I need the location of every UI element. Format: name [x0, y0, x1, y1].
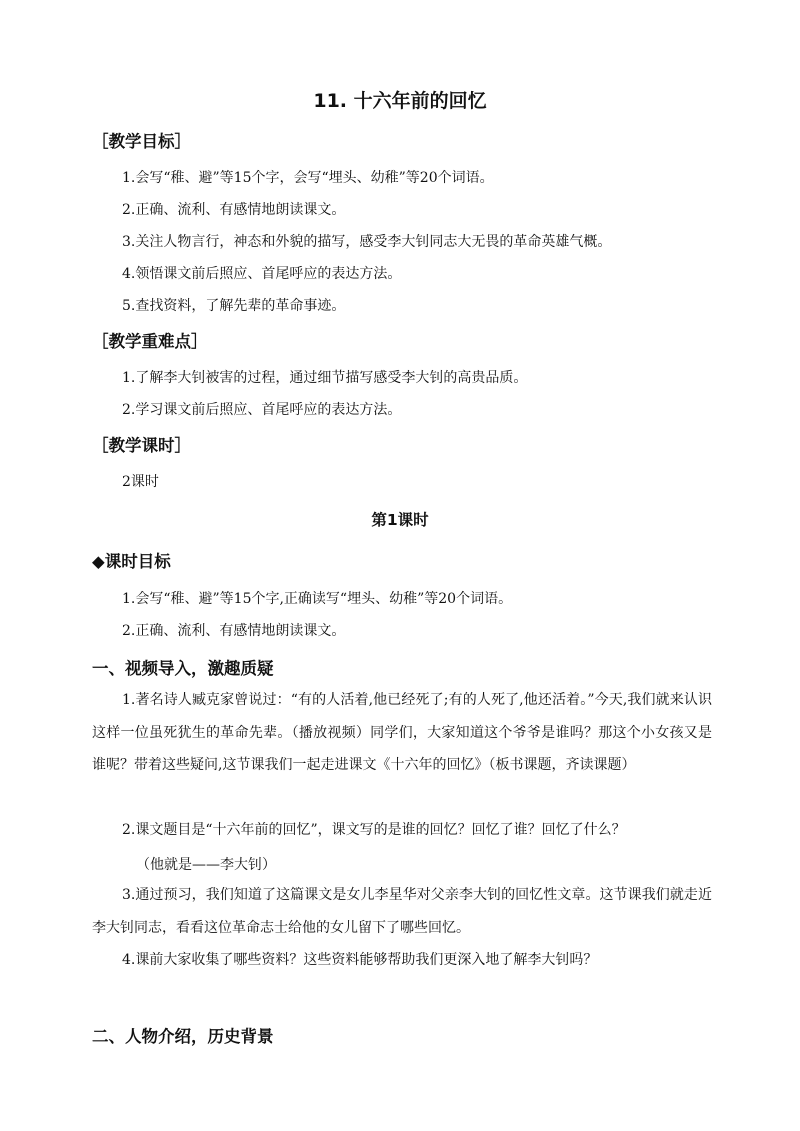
part2-heading: 二、人物介绍，历史背景: [92, 1027, 274, 1046]
part1-paragraph-1-text: 1.著名诗人臧克家曾说过：“有的人活着,他已经死了;有的人死了,他还活着。”今天,我们就来认识这样一位虽死犹生的革命先辈。（播放视频）同学们，大家知道这个爷爷是谁吗？那这个小女孩又是谁呢？带着这些疑问,这节课我们一起走进课文《十六年的回忆》（板书课题，齐读课题）: [92, 692, 712, 773]
part1-paragraph-3-text: 3.通过预习，我们知道了这篇课文是女儿李星华对父亲李大钊的回忆性文章。这节课我们就走近李大钊同志，看看这位革命志士给他的女儿留下了哪些回忆。: [92, 887, 712, 936]
part1-paragraph-4: [92, 944, 712, 977]
part1-paragraph-1: [92, 684, 712, 782]
periods-value: 2课时: [122, 474, 159, 490]
objective-item-4: 4.领悟课文前后照应、首尾呼应的表达方法。: [122, 266, 402, 282]
part1-paragraph-2-answer: （他就是——李大钊）: [136, 857, 276, 873]
part1-heading: 一、视频导入，激趣质疑: [92, 659, 274, 678]
lesson-goal-item-1: 1.会写“稚、避”等15个字,正确读写“埋头、幼稚”等20个词语。: [122, 591, 513, 607]
objective-item-3: 3.关注人物言行，神态和外貌的描写，感受李大钊同志大无畏的革命英雄气概。: [122, 234, 612, 250]
key-points-heading: ［教学重难点］: [92, 332, 208, 351]
page-title: 11. 十六年前的回忆: [313, 90, 487, 112]
part1-paragraph-3: [92, 879, 712, 944]
objectives-heading: ［教学目标］: [92, 132, 191, 151]
part1-paragraph-2-text: 2.课文题目是“十六年前的回忆”，课文写的是谁的回忆？回忆了谁？回忆了什么？: [122, 822, 626, 838]
part1-paragraph-4-text: 4.课前大家收集了哪些资料？这些资料能够帮助我们更深入地了解李大钊吗？: [122, 952, 598, 968]
part1-paragraph-2: [92, 814, 712, 847]
periods-heading: ［教学课时］: [92, 436, 191, 455]
lesson-goal-item-2: 2.正确、流利、有感情地朗读课文。: [122, 623, 346, 639]
objective-item-5: 5.查找资料，了解先辈的革命事迹。: [122, 298, 346, 314]
lesson-heading: 第1课时: [371, 511, 429, 529]
objective-item-2: 2.正确、流利、有感情地朗读课文。: [122, 202, 346, 218]
key-point-item-1: 1.了解李大钊被害的过程，通过细节描写感受李大钊的高贵品质。: [122, 370, 528, 386]
key-point-item-2: 2.学习课文前后照应、首尾呼应的表达方法。: [122, 402, 402, 418]
objective-item-1: 1.会写“稚、避”等15个字，会写“埋头、幼稚”等20个词语。: [122, 170, 494, 186]
lesson-goals-heading: ◆课时目标: [92, 552, 171, 571]
